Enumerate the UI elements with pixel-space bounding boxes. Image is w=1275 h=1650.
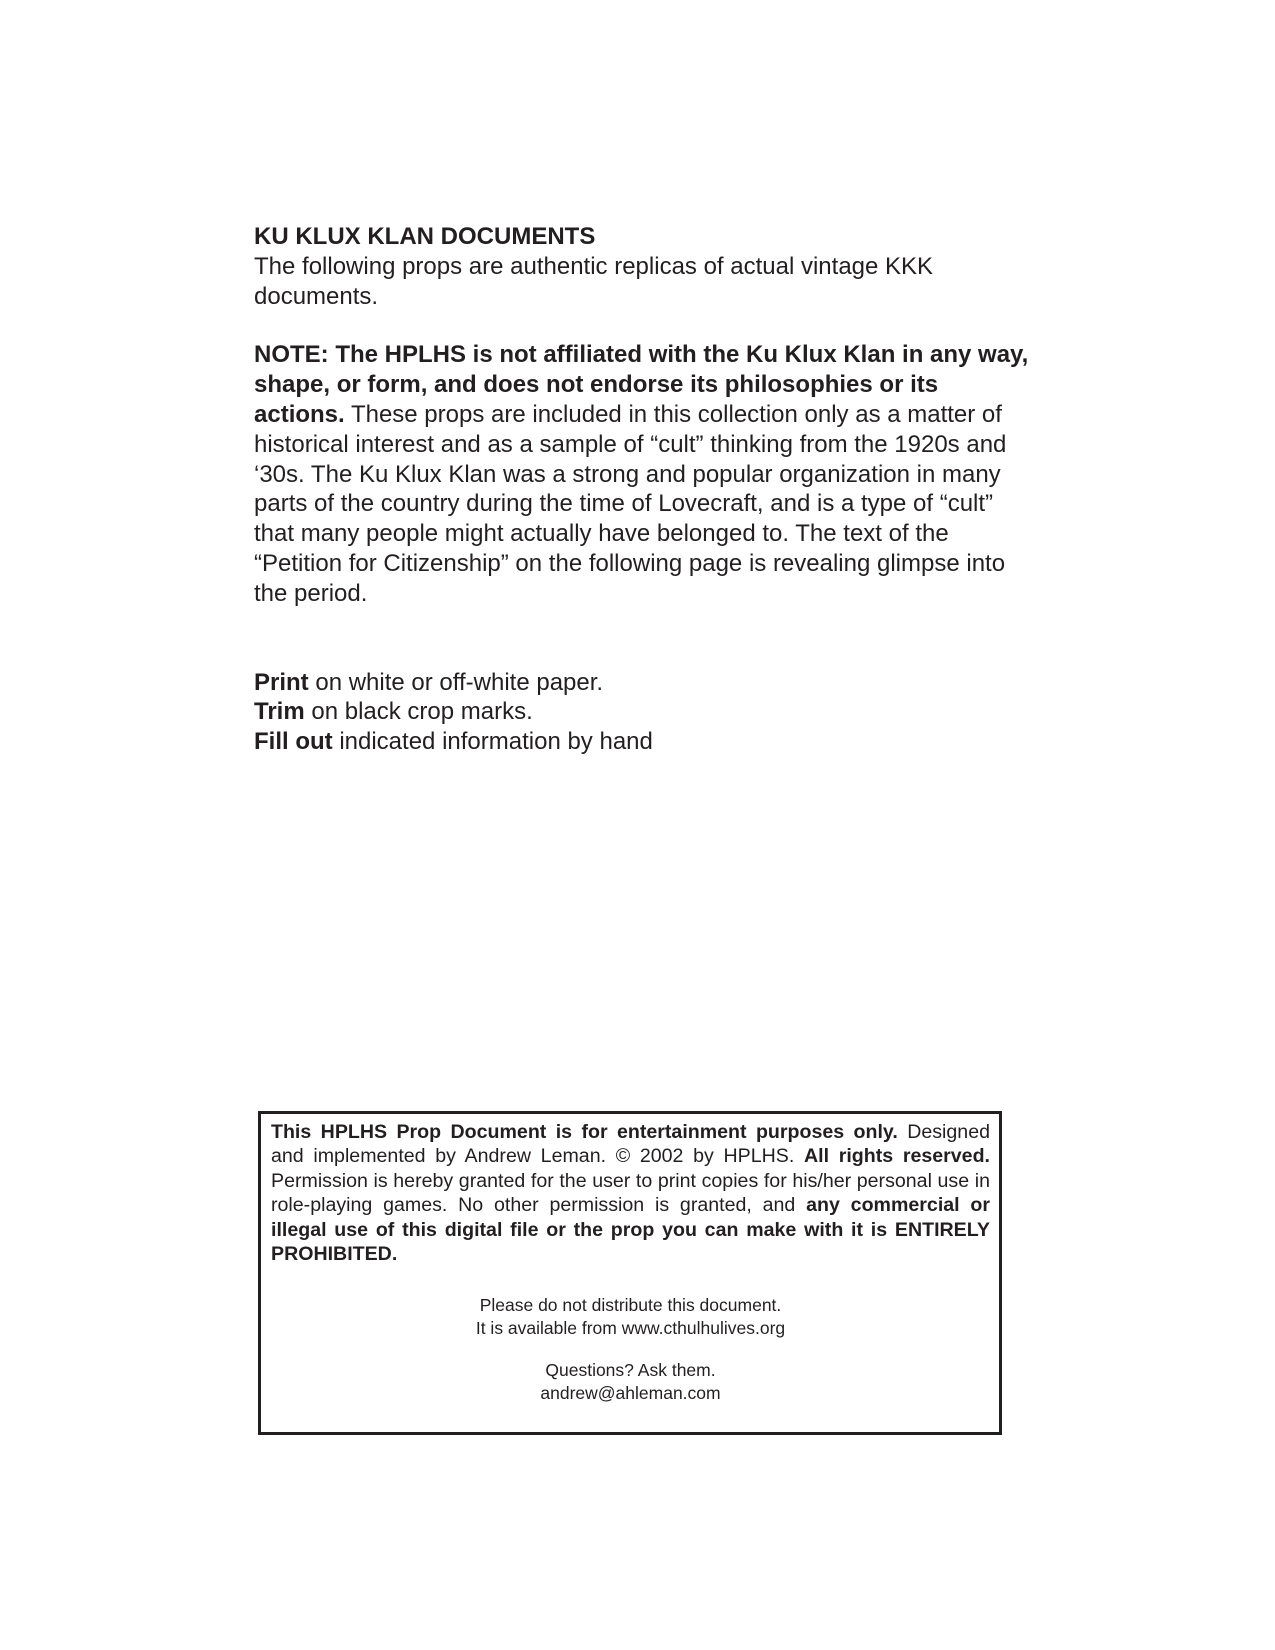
intro-section xyxy=(254,222,1034,757)
spacer xyxy=(254,311,1034,340)
disclaimer-text: These props are included in this collection only as a matter of historical interest and as a sample of “cult” thinking from the 1920s and ‘30s. The Ku Klux Klan was a strong and popular organization in many parts of the country during the time of Lovecraft, and is a type of “cult” that many people might actually have belonged to. The text of the “Petition for Citizenship” on the following page is revealing glimpse into the period. xyxy=(254,400,1007,607)
disclaimer-paragraph xyxy=(254,340,1034,608)
instruction-label: Trim xyxy=(254,698,305,726)
instruction-text: indicated information by hand xyxy=(332,728,653,756)
instruction-line xyxy=(254,697,1034,727)
copyright-notice-box xyxy=(258,1111,1002,1435)
legal-rights: All rights reserved. xyxy=(804,1145,990,1168)
legal-permission: Permission is hereby granted for the user to print copies for his/her personal use in role-playing games. No other permission is granted, and xyxy=(271,1169,990,1217)
questions-line: Questions? Ask them. xyxy=(545,1360,716,1381)
legal-paragraph xyxy=(271,1120,990,1266)
disclaimer-bold: NOTE: The HPLHS is not affiliated with the Ku Klux Klan in any way, shape, or form, and does not endorse its philosophies or its actions. xyxy=(254,341,1029,428)
page-title: KU KLUX KLAN DOCUMENTS xyxy=(254,223,596,250)
spacer xyxy=(271,1339,990,1359)
instruction-label: Print xyxy=(254,668,309,696)
spacer xyxy=(254,609,1034,668)
intro-description: The following props are authentic replicas of actual vintage KKK documents. xyxy=(254,252,934,310)
instruction-text: on white or off-white paper. xyxy=(308,668,604,696)
instruction-line xyxy=(254,668,1034,698)
instruction-text: on black crop marks. xyxy=(304,698,533,726)
instruction-label: Fill out xyxy=(254,728,333,756)
legal-credit: Designed and implemented by Andrew Leman. © 2002 by HPLHS. xyxy=(271,1121,991,1168)
distribute-line: Please do not distribute this document. xyxy=(479,1295,782,1316)
spacer xyxy=(271,1266,990,1294)
instruction-line xyxy=(254,727,1034,757)
legal-prohibition: any commercial or illegal use of this digital file or the prop you can make with it is ENTIRELY PROHIBITED. xyxy=(271,1194,990,1266)
contact-email: andrew@ahleman.com xyxy=(540,1382,721,1403)
availability-line: It is available from www.cthulhulives.org xyxy=(475,1317,786,1338)
legal-lead: This HPLHS Prop Document is for entertainment purposes only. xyxy=(271,1121,898,1143)
